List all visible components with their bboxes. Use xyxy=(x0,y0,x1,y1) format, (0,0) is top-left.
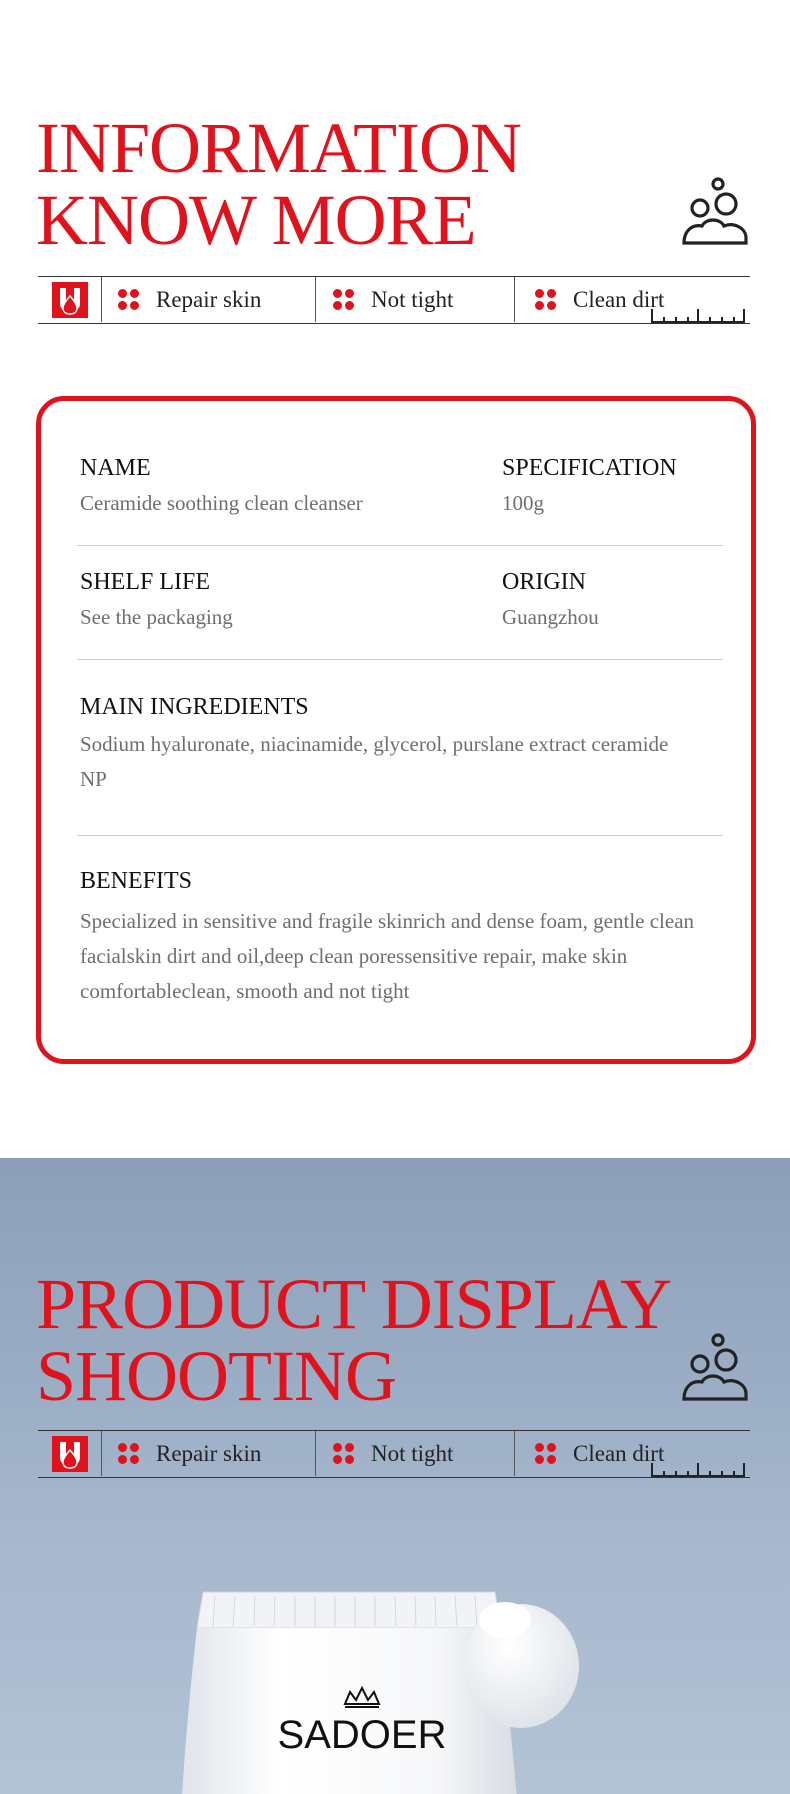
product-tube-image xyxy=(175,1588,585,1794)
specification-label: SPECIFICATION xyxy=(502,455,677,481)
info-headline-line1: INFORMATION xyxy=(36,108,522,188)
brand-logo-icon xyxy=(52,1436,88,1472)
info-headline-line2: KNOW MORE xyxy=(36,180,476,260)
dots-icon xyxy=(333,1443,355,1465)
product-display-section xyxy=(0,1158,790,1794)
info-headline xyxy=(36,108,522,260)
dots-icon xyxy=(333,289,355,311)
feature-item-repair-skin xyxy=(118,1431,261,1476)
feature-label: Not tight xyxy=(371,1440,454,1466)
name-label: NAME xyxy=(80,455,151,481)
feature-label: Clean dirt xyxy=(573,1440,665,1466)
name-value: Ceramide soothing clean cleanser xyxy=(80,491,363,515)
shelf-life-value: See the packaging xyxy=(80,605,233,629)
feature-divider xyxy=(514,1431,515,1476)
dots-icon xyxy=(535,289,557,311)
benefits-label: BENEFITS xyxy=(80,868,193,894)
card-divider xyxy=(77,835,723,836)
product-info-card xyxy=(36,396,756,1064)
dots-icon xyxy=(118,1443,140,1465)
feature-divider xyxy=(101,1431,102,1476)
feature-label: Repair skin xyxy=(156,286,262,312)
feature-divider xyxy=(315,277,316,322)
feature-item-not-tight xyxy=(333,1431,453,1476)
feature-divider xyxy=(315,1431,316,1476)
feature-item-not-tight xyxy=(333,277,453,322)
main-ingredients-value: Sodium hyaluronate, niacinamide, glycerol, purslane extract ceramide NP xyxy=(80,732,669,791)
origin-value: Guangzhou xyxy=(502,605,599,629)
display-feature-bar xyxy=(38,1430,750,1478)
shelf-life-label: SHELF LIFE xyxy=(80,569,211,595)
specification-value: 100g xyxy=(502,491,544,515)
ruler-ornament-icon xyxy=(650,307,746,323)
feature-item-clean-dirt xyxy=(535,277,664,322)
dots-icon xyxy=(118,289,140,311)
display-headline xyxy=(36,1264,672,1416)
card-divider xyxy=(77,659,723,660)
info-feature-bar xyxy=(38,276,750,324)
ruler-ornament-icon xyxy=(650,1461,746,1477)
origin-label: ORIGIN xyxy=(502,569,586,595)
feature-divider xyxy=(101,277,102,322)
main-ingredients-label: MAIN INGREDIENTS xyxy=(80,694,309,720)
brand-name: SADOER xyxy=(277,1713,447,1757)
dots-icon xyxy=(535,1443,557,1465)
feature-label: Repair skin xyxy=(156,1440,262,1466)
bubbles-icon xyxy=(680,176,752,248)
display-headline-line1: PRODUCT DISPLAY xyxy=(36,1264,672,1344)
feature-item-repair-skin xyxy=(118,277,261,322)
benefits-value: Specialized in sensitive and fragile skinrich and dense foam, gentle clean facialskin dirt and oil,deep clean poressensitive repair, make skin comfortableclean, smooth and not tight xyxy=(80,909,695,1003)
feature-label: Clean dirt xyxy=(573,286,665,312)
feature-item-clean-dirt xyxy=(535,1431,664,1476)
card-divider xyxy=(77,545,723,546)
feature-divider xyxy=(514,277,515,322)
display-headline-line2: SHOOTING xyxy=(36,1336,396,1416)
brand-logo-icon xyxy=(52,282,88,318)
feature-label: Not tight xyxy=(371,286,454,312)
bubbles-icon xyxy=(680,1332,752,1404)
